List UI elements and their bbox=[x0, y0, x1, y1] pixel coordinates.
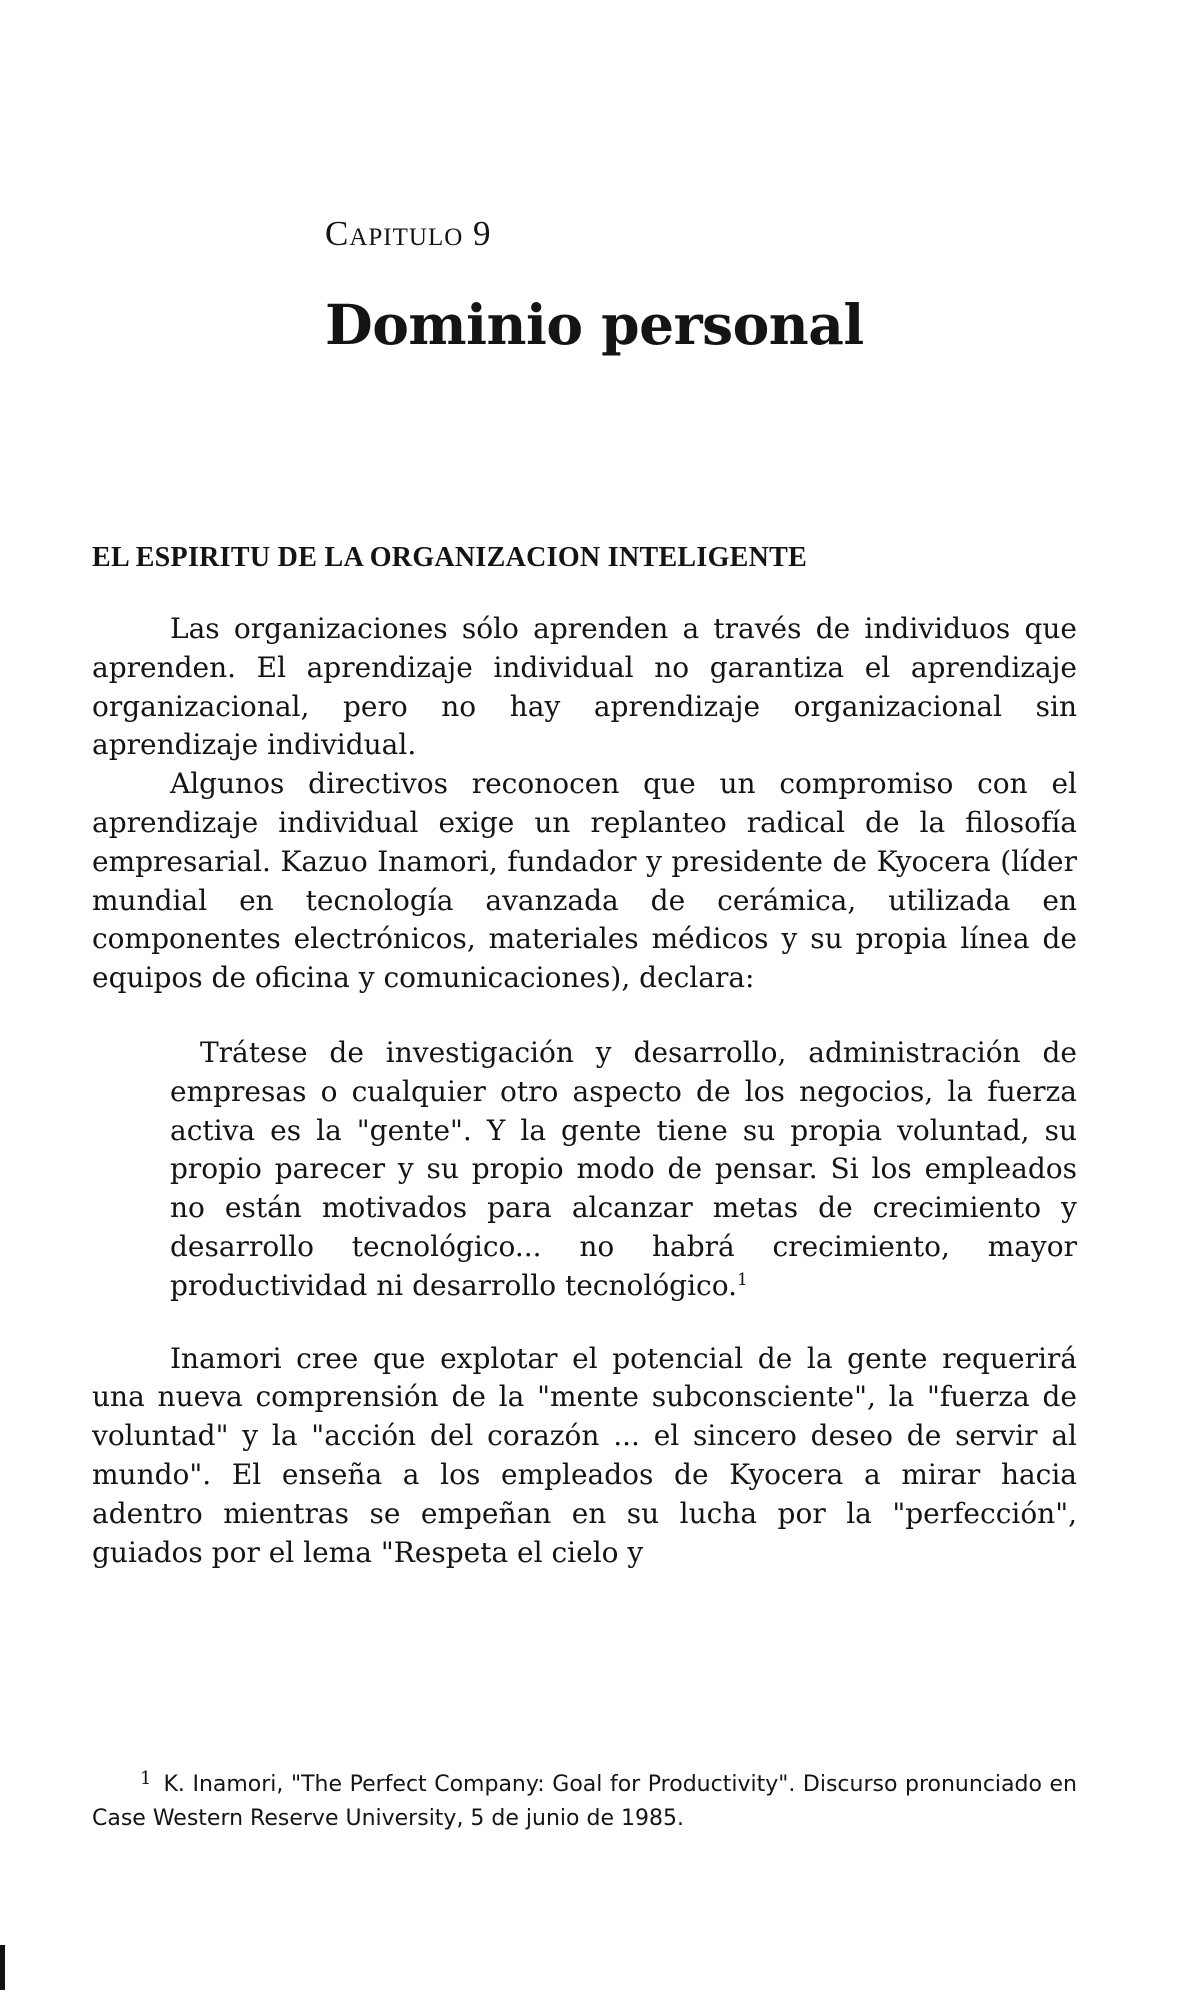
block-quote bbox=[170, 1034, 1077, 1306]
chapter-label: Capitulo 9 bbox=[325, 214, 492, 253]
section-heading: EL ESPIRITU DE LA ORGANIZACION INTELIGENTE bbox=[92, 542, 808, 573]
paragraph-1: Las organizaciones sólo aprenden a través de individuos que aprenden. El aprendizaje individual no garantiza el aprendizaje organizacional, pero no hay aprendizaje organizacional sin aprendizaje individual. bbox=[92, 612, 1077, 762]
footnote-number: 1 bbox=[140, 1768, 152, 1789]
paragraph-2: Algunos directivos reconocen que un compromiso con el aprendizaje individual exige un replanteo radical de la filosofía empresarial. Kazuo Inamori, fundador y presidente de Kyocera (líder mundial en tecnología avanzada de cerámica, utilizada en componentes electrónicos, materiales médicos y su propia línea de equipos de oficina y comunicaciones), declara: bbox=[92, 767, 1077, 995]
scan-edge-mark bbox=[0, 1945, 5, 1990]
body-text bbox=[92, 610, 1077, 1572]
chapter-title: Dominio personal bbox=[325, 292, 864, 357]
footnote-reference[interactable]: 1 bbox=[737, 1269, 748, 1290]
block-quote-text: Trátese de investigación y desarrollo, administración de empresas o cualquier otro aspecto de los negocios, la fuerza activa es la "gente". Y la gente tiene su propia voluntad, su propio parecer y su propio modo de pensar. Si los empleados no están motivados para alcanzar metas de crecimiento y desarrollo tecnológico... no habrá crecimiento, mayor productividad ni desarrollo tecnológico. bbox=[170, 1035, 1077, 1302]
paragraph-3: Inamori cree que explotar el potencial de la gente requerirá una nueva comprensión de la "mente subconsciente", la "fuerza de voluntad" y la "acción del corazón ... el sincero deseo de servir al mundo". El enseña a los empleados de Kyocera a mirar hacia adentro mientras se empeñan en su lucha por la "perfección", guiados por el lema "Respeta el cielo y bbox=[92, 1341, 1077, 1569]
footnote bbox=[92, 1768, 1077, 1836]
footnote-text: K. Inamori, "The Perfect Company: Goal for Productivity". Discurso pronunciado en Case Western Reserve University, 5 de junio de 1985. bbox=[92, 1772, 1077, 1831]
